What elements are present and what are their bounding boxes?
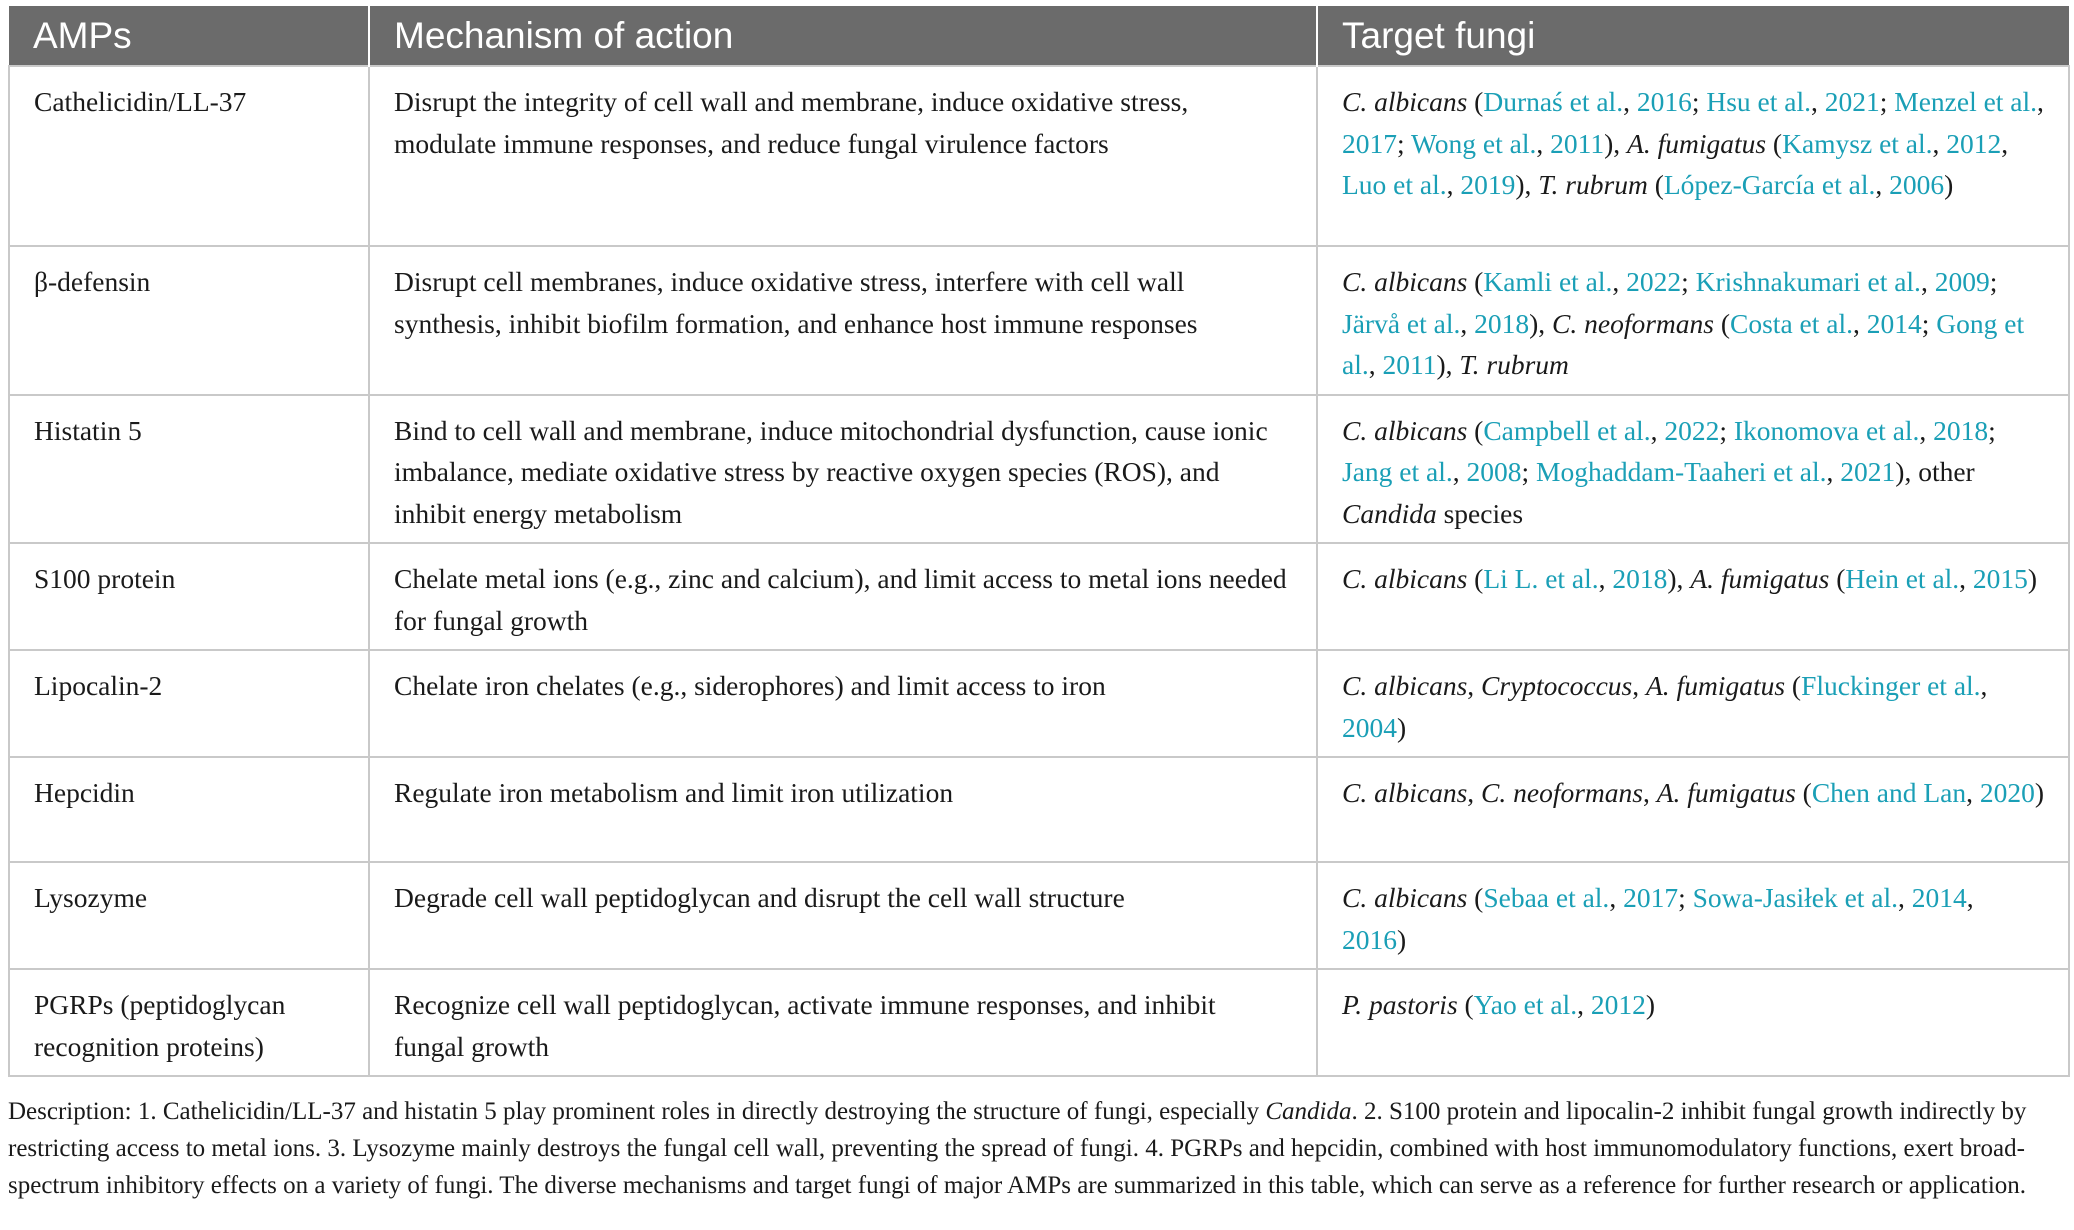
reference-link[interactable]: Hsu et al. xyxy=(1706,86,1811,117)
text-run: ( xyxy=(1467,563,1484,594)
text-run: ; xyxy=(1521,456,1536,487)
reference-link[interactable]: Jang et al. xyxy=(1342,456,1453,487)
text-run: , xyxy=(1598,563,1613,594)
text-run: , xyxy=(1919,414,1934,446)
reference-link[interactable]: Kamysz et al. xyxy=(1782,127,1933,159)
reference-link[interactable]: 2009 xyxy=(1934,266,1990,297)
mechanism-cell: Regulate iron metabolism and limit iron utilization xyxy=(369,757,1317,862)
text-run: ( xyxy=(1467,414,1484,446)
text-run: ( xyxy=(1766,127,1783,159)
text-run: , xyxy=(1980,670,1988,701)
text-run: , xyxy=(1932,127,1947,159)
reference-link[interactable]: 2018 xyxy=(1933,414,1989,446)
reference-link[interactable]: 2022 xyxy=(1664,414,1720,446)
table-row xyxy=(9,246,2069,395)
text-run: ( xyxy=(1467,266,1484,297)
text-run: ), xyxy=(1529,307,1553,339)
species-name: T. rubrum xyxy=(1538,169,1648,200)
amp-name: PGRPs (peptidoglycan recognition proteins) xyxy=(9,969,369,1076)
text-run: ( xyxy=(1785,670,1802,701)
reference-link[interactable]: 2015 xyxy=(1972,563,2028,594)
text-run: ; xyxy=(1921,307,1937,339)
table-row xyxy=(9,650,2069,757)
mechanism-cell: Chelate metal ions (e.g., zinc and calcium), and limit access to metal ions needed for fungal growth xyxy=(369,543,1317,650)
species-name: Cryptococcus xyxy=(1481,670,1633,701)
table-description xyxy=(8,1093,2066,1204)
header-amps: AMPs xyxy=(9,6,369,66)
text-run: ( xyxy=(1467,882,1484,913)
reference-link[interactable]: 2011 xyxy=(1382,349,1437,380)
amp-name: Hepcidin xyxy=(9,757,369,862)
text-run: ) xyxy=(2034,777,2044,808)
amp-name: Lysozyme xyxy=(9,862,369,969)
text-run: ; xyxy=(1681,266,1696,297)
table-row xyxy=(9,862,2069,969)
reference-link[interactable]: Costa et al. xyxy=(1730,307,1853,339)
species-name: A. fumigatus xyxy=(1656,777,1796,808)
mechanism-cell: Disrupt cell membranes, induce oxidative stress, interfere with cell wall synthesis, inhibit biofilm formation, and enhance host immune responses xyxy=(369,246,1317,395)
mechanism-cell: Recognize cell wall peptidoglycan, activate immune responses, and inhibit fungal growth xyxy=(369,969,1317,1076)
amp-name: Cathelicidin/LL-37 xyxy=(9,66,369,246)
reference-link[interactable]: 2008 xyxy=(1466,456,1522,487)
text-run: , xyxy=(1875,169,1890,200)
reference-link[interactable]: Hein et al. xyxy=(1845,563,1960,594)
reference-link[interactable]: 2011 xyxy=(1550,127,1605,159)
reference-link[interactable]: 2021 xyxy=(1840,456,1896,487)
text-run: ), other xyxy=(1895,456,1975,487)
text-run: , xyxy=(1460,307,1475,339)
table-row xyxy=(9,969,2069,1076)
text-run: ( xyxy=(1795,777,1812,808)
text-run: ; xyxy=(1879,86,1895,117)
reference-link[interactable]: Campbell et al. xyxy=(1483,414,1651,446)
species-name: C. albicans xyxy=(1342,266,1468,297)
reference-link[interactable]: 2004 xyxy=(1342,711,1397,743)
text-run: , xyxy=(1467,777,1482,808)
reference-link[interactable]: Moghaddam-Taaheri et al. xyxy=(1536,456,1827,487)
table-row xyxy=(9,757,2069,862)
reference-link[interactable]: 2018 xyxy=(1474,307,1530,339)
species-name: C. neoformans xyxy=(1481,777,1643,808)
text-run: , xyxy=(1467,670,1482,701)
reference-link[interactable]: Yao et al. xyxy=(1473,989,1578,1020)
reference-link[interactable]: 2012 xyxy=(1946,127,2002,159)
header-target-fungi: Target fungi xyxy=(1317,6,2069,66)
text-run: ) xyxy=(1944,169,1954,200)
species-name: C. albicans xyxy=(1342,882,1468,913)
reference-link[interactable]: Durnaś et al. xyxy=(1483,86,1624,117)
text-run: ; xyxy=(1989,266,1998,297)
table-row xyxy=(9,66,2069,246)
reference-link[interactable]: Sebaa et al. xyxy=(1483,882,1610,913)
reference-link[interactable]: 2014 xyxy=(1911,882,1967,913)
text-run: , xyxy=(1898,882,1912,913)
reference-link[interactable]: 2016 xyxy=(1342,923,1397,955)
target-fungi-cell xyxy=(1317,862,2069,969)
target-fungi-cell xyxy=(1317,650,2069,757)
mechanism-cell: Degrade cell wall peptidoglycan and disrupt the cell wall structure xyxy=(369,862,1317,969)
text-run: ( xyxy=(1829,563,1846,594)
text-run: , xyxy=(1577,989,1591,1020)
species-name: P. pastoris xyxy=(1342,989,1458,1020)
text-run: ( xyxy=(1647,169,1664,200)
text-run: ( xyxy=(1457,989,1474,1020)
reference-link[interactable]: Sowa-Jasiłek et al. xyxy=(1692,882,1899,913)
mechanism-cell: Bind to cell wall and membrane, induce mitochondrial dysfunction, cause ionic imbalance, mediate oxidative stress by reactive oxygen species (ROS), and inhibit energy metabolism xyxy=(369,395,1317,544)
reference-link[interactable]: Gong et al. xyxy=(1342,307,2025,380)
species-name: C. albicans xyxy=(1342,777,1468,808)
document-page xyxy=(8,6,2068,1204)
species-name: Candida xyxy=(1342,497,1437,529)
reference-link[interactable]: Wong et al. xyxy=(1411,127,1537,159)
reference-link[interactable]: 2017 xyxy=(1623,882,1679,913)
reference-link[interactable]: Ikonomova et al. xyxy=(1733,414,1920,446)
target-fungi-cell xyxy=(1317,969,2069,1076)
text-run: , xyxy=(1612,266,1627,297)
reference-link[interactable]: Li L. et al. xyxy=(1483,563,1599,594)
reference-link[interactable]: Menzel et al. xyxy=(1894,86,2038,117)
reference-link[interactable]: Järvå et al. xyxy=(1342,307,1461,339)
species-name: C. albicans xyxy=(1342,414,1468,446)
text-run: ) xyxy=(1397,711,1407,743)
text-run: species xyxy=(1436,497,1524,529)
species-name: C. albicans xyxy=(1342,86,1468,117)
table-row xyxy=(9,543,2069,650)
species-name: C. neoformans xyxy=(1552,307,1714,339)
reference-link[interactable]: Krishnakumari et al. xyxy=(1695,266,1921,297)
reference-link[interactable]: 2006 xyxy=(1889,169,1945,200)
text-run: , xyxy=(1920,266,1935,297)
reference-link[interactable]: 2017 xyxy=(1342,127,1397,159)
species-name: A. fumigatus xyxy=(1627,127,1767,159)
text-run: , xyxy=(1623,86,1637,117)
mechanism-cell: Disrupt the integrity of cell wall and membrane, induce oxidative stress, modulate immune responses, and reduce fungal virulence factors xyxy=(369,66,1317,246)
amp-name: S100 protein xyxy=(9,543,369,650)
text-run: ), xyxy=(1515,169,1539,200)
text-run: , xyxy=(1810,86,1825,117)
amp-name: Histatin 5 xyxy=(9,395,369,544)
species-name: C. albicans xyxy=(1342,670,1468,701)
text-run: ) xyxy=(2027,563,2038,594)
reference-link[interactable]: 2012 xyxy=(1590,989,1646,1020)
text-run: Description: 1. Cathelicidin/LL-37 and histatin 5 play prominent roles in directly destroying the structure of fungi, especially xyxy=(8,1098,1266,1125)
reference-link[interactable]: Chen and Lan xyxy=(1811,777,1967,808)
text-run: ) xyxy=(1397,923,1407,955)
text-run: , xyxy=(1826,456,1841,487)
text-run: ; xyxy=(1988,414,1996,446)
text-run: , xyxy=(1452,456,1467,487)
reference-link[interactable]: 2014 xyxy=(1866,307,1922,339)
text-run: , xyxy=(1446,169,1461,200)
species-name: Candida xyxy=(1265,1098,1352,1125)
reference-link[interactable]: 2020 xyxy=(1979,777,2035,808)
text-run: ; xyxy=(1691,86,1707,117)
text-run: ; xyxy=(1397,127,1412,159)
text-run: , xyxy=(1852,307,1867,339)
table-row xyxy=(9,395,2069,544)
text-run: , xyxy=(1642,777,1657,808)
reference-link[interactable]: López-García et al. xyxy=(1663,169,1876,200)
text-run: , xyxy=(1650,414,1665,446)
reference-link[interactable]: Luo et al. xyxy=(1342,169,1447,200)
text-run: , xyxy=(1966,777,1980,808)
reference-link[interactable]: 2022 xyxy=(1626,266,1682,297)
mechanism-cell: Chelate iron chelates (e.g., siderophores) and limit access to iron xyxy=(369,650,1317,757)
reference-link[interactable]: 2018 xyxy=(1612,563,1668,594)
text-run: , xyxy=(1536,127,1551,159)
text-run: ( xyxy=(1467,86,1484,117)
target-fungi-cell xyxy=(1317,543,2069,650)
text-run: , xyxy=(1609,882,1624,913)
target-fungi-cell xyxy=(1317,66,2069,246)
text-run: ; xyxy=(1719,414,1734,446)
text-run: , xyxy=(2001,127,2009,159)
text-run: ; xyxy=(1678,882,1693,913)
amp-table xyxy=(8,6,2070,1077)
table-header xyxy=(9,6,2069,66)
reference-link[interactable]: 2021 xyxy=(1824,86,1880,117)
target-fungi-cell xyxy=(1317,757,2069,862)
amp-name: Lipocalin-2 xyxy=(9,650,369,757)
text-run: , xyxy=(1966,882,1974,913)
target-fungi-cell xyxy=(1317,246,2069,395)
reference-link[interactable]: Kamli et al. xyxy=(1483,266,1613,297)
text-run: , xyxy=(1368,349,1383,380)
reference-link[interactable]: 2016 xyxy=(1636,86,1692,117)
species-name: A. fumigatus xyxy=(1646,670,1786,701)
species-name: C. albicans xyxy=(1342,563,1468,594)
text-run: ) xyxy=(1645,989,1655,1020)
species-name: A. fumigatus xyxy=(1690,563,1830,594)
species-name: T. rubrum xyxy=(1459,349,1569,380)
text-run: ), xyxy=(1436,349,1460,380)
amp-name: β-defensin xyxy=(9,246,369,395)
text-run: , xyxy=(1632,670,1646,701)
text-run: ), xyxy=(1604,127,1628,159)
text-run: , xyxy=(2037,86,2044,117)
text-run: , xyxy=(1959,563,1973,594)
header-mechanism: Mechanism of action xyxy=(369,6,1317,66)
target-fungi-cell xyxy=(1317,395,2069,544)
text-run: . 2. S100 protein and lipocalin-2 inhibit fungal growth indirectly by restricting access to metal ions. 3. Lysozyme mainly destroys the fungal cell wall, preventing the spread of fungi. 4. PGRPs and hepcidin, combined with host immunomodulatory functions, exert broad-spectrum inhibitory effects on a variety of fungi. The diverse mechanisms and target fungi of major AMPs are summarized in this table, which can serve as a reference for further research or application. xyxy=(8,1098,2027,1199)
text-run: ( xyxy=(1713,307,1731,339)
text-run: ), xyxy=(1667,563,1691,594)
reference-link[interactable]: Fluckinger et al. xyxy=(1801,670,1981,701)
reference-link[interactable]: 2019 xyxy=(1460,169,1516,200)
